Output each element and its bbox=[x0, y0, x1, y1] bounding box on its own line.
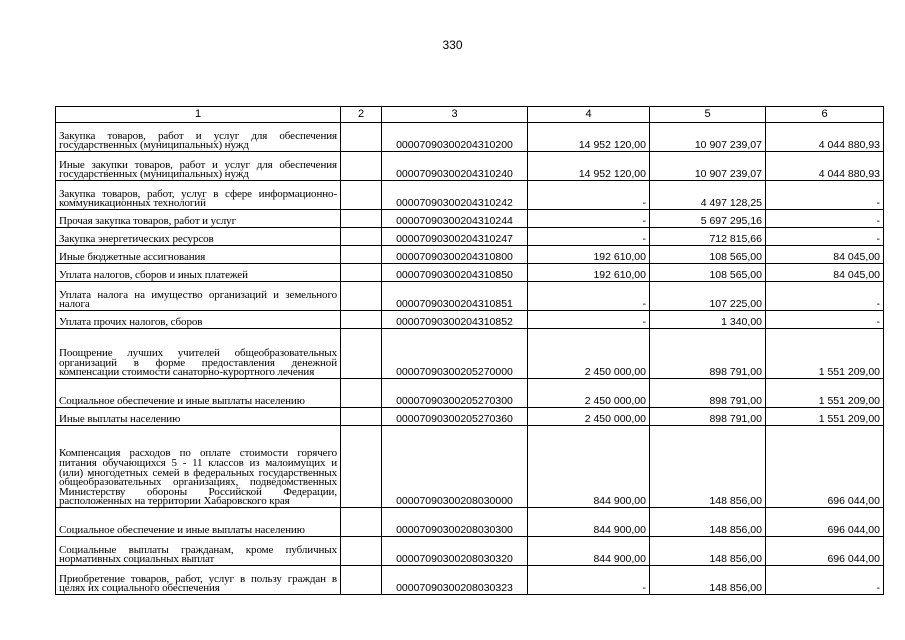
table-header-row bbox=[56, 107, 884, 123]
table-row bbox=[56, 282, 884, 311]
row-value-4: 14 952 120,00 bbox=[528, 123, 650, 152]
header-col-5: 5 bbox=[650, 107, 766, 123]
row-name: Закупка энергетических ресурсов bbox=[56, 228, 341, 246]
table-row bbox=[56, 152, 884, 181]
row-name: Поощрение лучших учителей общеобразовательных организаций в форме предоставления денежной компенсации стоимости санаторно-курортного лечения bbox=[56, 329, 341, 379]
row-code: 00007090300204310851 bbox=[382, 282, 528, 311]
row-name: Иные выплаты населению bbox=[56, 408, 341, 426]
row-code: 00007090300204310200 bbox=[382, 123, 528, 152]
row-name: Социальное обеспечение и иные выплаты населению bbox=[56, 379, 341, 408]
row-name: Социальные выплаты гражданам, кроме публичных нормативных социальных выплат bbox=[56, 537, 341, 566]
row-name: Уплата прочих налогов, сборов bbox=[56, 311, 341, 329]
row-value-6: - bbox=[766, 282, 884, 311]
row-value-5: 5 697 295,16 bbox=[650, 210, 766, 228]
row-value-6: - bbox=[766, 311, 884, 329]
row-col2 bbox=[341, 282, 382, 311]
row-value-5: 898 791,00 bbox=[650, 329, 766, 379]
row-name: Уплата налогов, сборов и иных платежей bbox=[56, 264, 341, 282]
row-name: Прочая закупка товаров, работ и услуг bbox=[56, 210, 341, 228]
row-col2 bbox=[341, 181, 382, 210]
row-col2 bbox=[341, 152, 382, 181]
row-col2 bbox=[341, 228, 382, 246]
table-row bbox=[56, 181, 884, 210]
row-value-5: 898 791,00 bbox=[650, 408, 766, 426]
page-number: 330 bbox=[442, 38, 463, 52]
row-name: Иные бюджетные ассигнования bbox=[56, 246, 341, 264]
row-value-6: 4 044 880,93 bbox=[766, 123, 884, 152]
row-value-6: 696 044,00 bbox=[766, 426, 884, 508]
row-value-6: 696 044,00 bbox=[766, 508, 884, 537]
header-col-2: 2 bbox=[341, 107, 382, 123]
budget-execution-table bbox=[55, 106, 884, 595]
row-col2 bbox=[341, 537, 382, 566]
row-value-6: 1 551 209,00 bbox=[766, 408, 884, 426]
row-value-4: 14 952 120,00 bbox=[528, 152, 650, 181]
row-value-4: 844 900,00 bbox=[528, 537, 650, 566]
table-body bbox=[56, 123, 884, 595]
row-value-5: 4 497 128,25 bbox=[650, 181, 766, 210]
row-value-6: 84 045,00 bbox=[766, 246, 884, 264]
row-col2 bbox=[341, 123, 382, 152]
row-value-5: 148 856,00 bbox=[650, 537, 766, 566]
table-row bbox=[56, 210, 884, 228]
row-col2 bbox=[341, 379, 382, 408]
row-code: 00007090300204310240 bbox=[382, 152, 528, 181]
table-row bbox=[56, 379, 884, 408]
row-col2 bbox=[341, 508, 382, 537]
row-value-5: 10 907 239,07 bbox=[650, 123, 766, 152]
row-col2 bbox=[341, 566, 382, 595]
row-code: 00007090300204310800 bbox=[382, 246, 528, 264]
row-value-4: 2 450 000,00 bbox=[528, 379, 650, 408]
table-row bbox=[56, 228, 884, 246]
row-name: Закупка товаров, работ и услуг для обеспечения государственных (муниципальных) нужд bbox=[56, 123, 341, 152]
row-value-6: 84 045,00 bbox=[766, 264, 884, 282]
row-value-5: 108 565,00 bbox=[650, 246, 766, 264]
row-value-4: 192 610,00 bbox=[528, 246, 650, 264]
row-value-6: 1 551 209,00 bbox=[766, 379, 884, 408]
row-value-4: 2 450 000,00 bbox=[528, 408, 650, 426]
row-value-5: 1 340,00 bbox=[650, 311, 766, 329]
row-col2 bbox=[341, 426, 382, 508]
row-name: Приобретение товаров, работ, услуг в пользу граждан в целях их социального обеспечения bbox=[56, 566, 341, 595]
row-code: 00007090300204310244 bbox=[382, 210, 528, 228]
table-row bbox=[56, 426, 884, 508]
table-row bbox=[56, 408, 884, 426]
table-row bbox=[56, 508, 884, 537]
table-row bbox=[56, 311, 884, 329]
row-value-5: 108 565,00 bbox=[650, 264, 766, 282]
row-col2 bbox=[341, 329, 382, 379]
row-name: Социальное обеспечение и иные выплаты населению bbox=[56, 508, 341, 537]
row-code: 00007090300204310242 bbox=[382, 181, 528, 210]
row-value-4: 844 900,00 bbox=[528, 426, 650, 508]
row-name: Компенсация расходов по оплате стоимости горячего питания обучающихся 5 - 11 классов из малоимущих и (или) многодетных семей в федеральных государственных общеобразовательных организациях, подведомственных Министерству обороны Российской Федерации, расположенных на территории Хабаровского края bbox=[56, 426, 341, 508]
row-code: 00007090300208030000 bbox=[382, 426, 528, 508]
row-value-5: 148 856,00 bbox=[650, 508, 766, 537]
table-row bbox=[56, 537, 884, 566]
header-col-6: 6 bbox=[766, 107, 884, 123]
row-code: 00007090300208030320 bbox=[382, 537, 528, 566]
row-col2 bbox=[341, 210, 382, 228]
header-col-4: 4 bbox=[528, 107, 650, 123]
header-col-1: 1 bbox=[56, 107, 341, 123]
row-value-4: - bbox=[528, 210, 650, 228]
table-row bbox=[56, 246, 884, 264]
row-name: Закупка товаров, работ, услуг в сфере информационно-коммуникационных технологий bbox=[56, 181, 341, 210]
row-value-4: - bbox=[528, 566, 650, 595]
table-row bbox=[56, 264, 884, 282]
row-value-6: 696 044,00 bbox=[766, 537, 884, 566]
row-code: 00007090300208030300 bbox=[382, 508, 528, 537]
row-code: 00007090300204310850 bbox=[382, 264, 528, 282]
row-value-5: 107 225,00 bbox=[650, 282, 766, 311]
row-col2 bbox=[341, 264, 382, 282]
row-value-4: - bbox=[528, 228, 650, 246]
row-name: Уплата налога на имущество организаций и земельного налога bbox=[56, 282, 341, 311]
row-code: 00007090300205270000 bbox=[382, 329, 528, 379]
row-value-6: - bbox=[766, 181, 884, 210]
row-value-5: 148 856,00 bbox=[650, 426, 766, 508]
row-code: 00007090300205270300 bbox=[382, 379, 528, 408]
row-value-5: 898 791,00 bbox=[650, 379, 766, 408]
row-value-6: 1 551 209,00 bbox=[766, 329, 884, 379]
row-value-4: - bbox=[528, 282, 650, 311]
table-row bbox=[56, 566, 884, 595]
row-value-6: - bbox=[766, 210, 884, 228]
row-col2 bbox=[341, 311, 382, 329]
row-code: 00007090300205270360 bbox=[382, 408, 528, 426]
row-value-4: 2 450 000,00 bbox=[528, 329, 650, 379]
row-code: 00007090300204310247 bbox=[382, 228, 528, 246]
row-value-5: 10 907 239,07 bbox=[650, 152, 766, 181]
row-value-5: 712 815,66 bbox=[650, 228, 766, 246]
row-col2 bbox=[341, 408, 382, 426]
row-value-4: - bbox=[528, 181, 650, 210]
row-name: Иные закупки товаров, работ и услуг для обеспечения государственных (муниципальных) нужд bbox=[56, 152, 341, 181]
row-value-6: - bbox=[766, 228, 884, 246]
row-value-4: 844 900,00 bbox=[528, 508, 650, 537]
row-value-6: - bbox=[766, 566, 884, 595]
row-value-4: 192 610,00 bbox=[528, 264, 650, 282]
row-code: 00007090300208030323 bbox=[382, 566, 528, 595]
row-col2 bbox=[341, 246, 382, 264]
row-value-5: 148 856,00 bbox=[650, 566, 766, 595]
table-row bbox=[56, 123, 884, 152]
row-value-6: 4 044 880,93 bbox=[766, 152, 884, 181]
row-code: 00007090300204310852 bbox=[382, 311, 528, 329]
table-row bbox=[56, 329, 884, 379]
header-col-3: 3 bbox=[382, 107, 528, 123]
row-value-4: - bbox=[528, 311, 650, 329]
